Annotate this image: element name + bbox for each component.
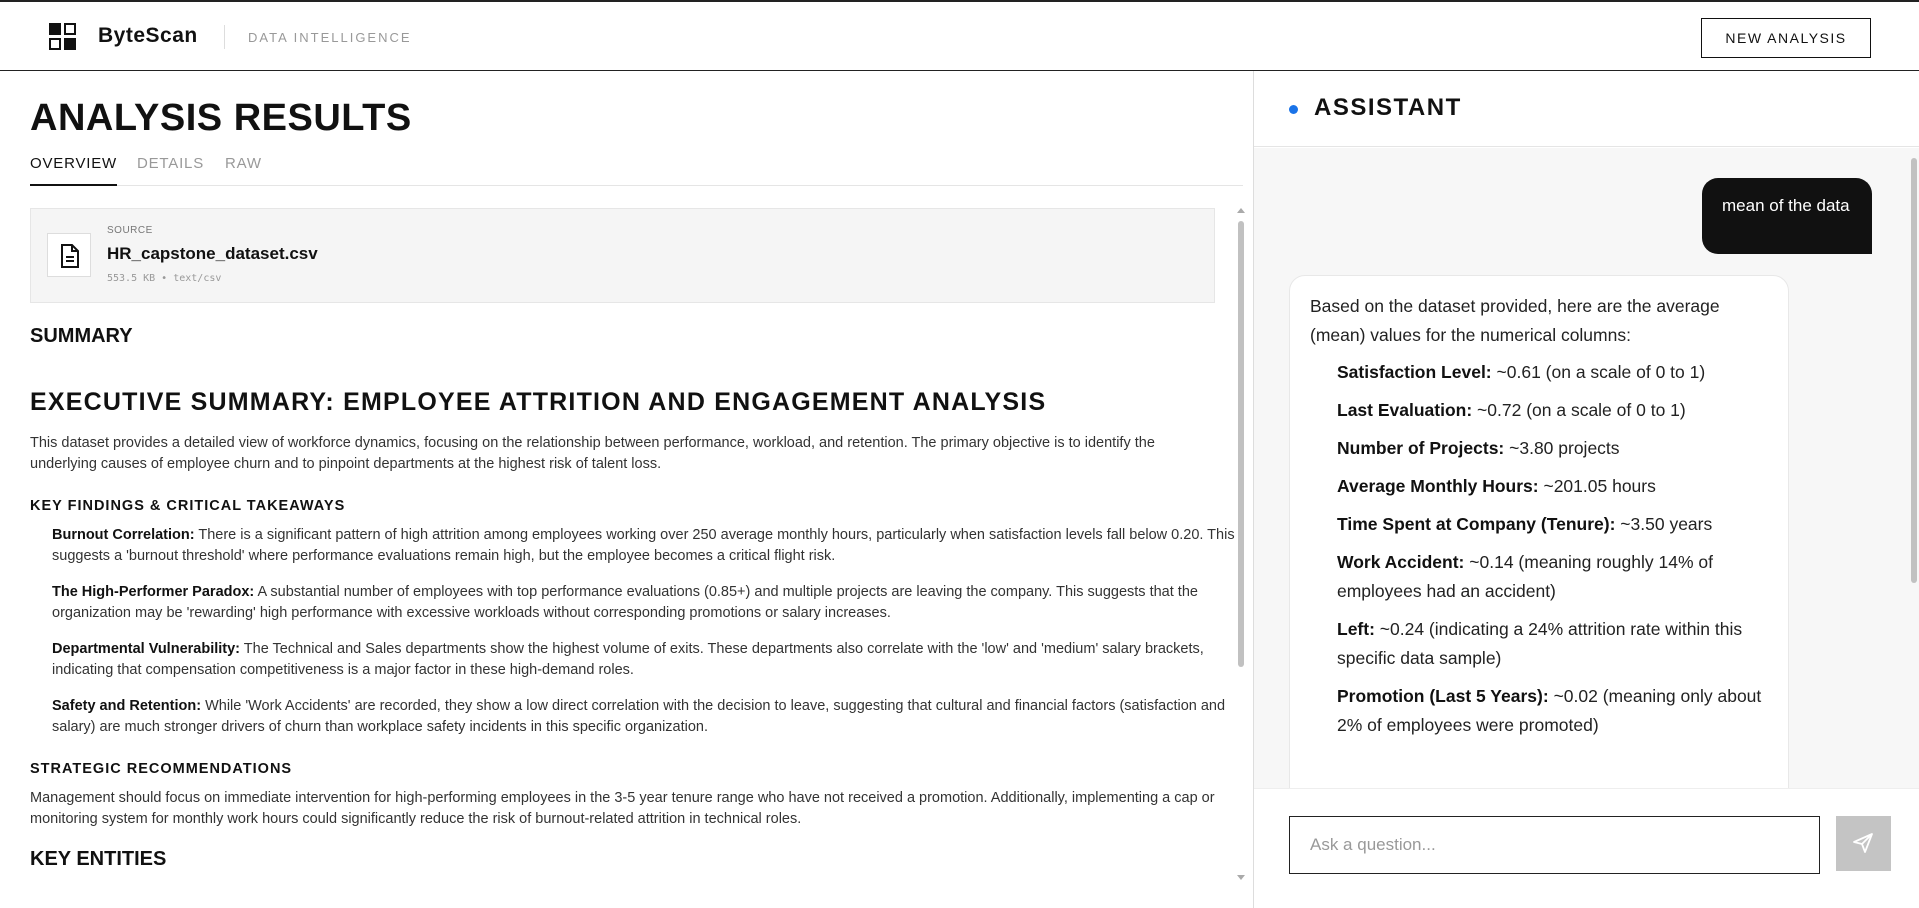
- page-title: ANALYSIS RESULTS: [30, 97, 412, 139]
- strategic-recommendations-heading: STRATEGIC RECOMMENDATIONS: [30, 761, 293, 777]
- item-label: Time Spent at Company (Tenure):: [1337, 514, 1616, 534]
- item-label: Satisfaction Level:: [1337, 362, 1492, 382]
- finding-title: Departmental Vulnerability:: [52, 641, 241, 657]
- brand-tagline: DATA INTELLIGENCE: [248, 30, 412, 45]
- finding-text: While 'Work Accidents' are recorded, they show a low direct correlation with the decision to leave, suggesting that cultural and financial factors (satisfaction and salary) are much stronger drivers of churn than workplace safety incidents in this specific organization.: [52, 698, 1226, 735]
- item-label: Number of Projects:: [1337, 438, 1505, 458]
- ask-question-input[interactable]: [1289, 816, 1820, 874]
- bytescan-logo-icon: [49, 23, 77, 51]
- assistant-title: ASSISTANT: [1314, 94, 1462, 121]
- tab-raw[interactable]: RAW: [225, 155, 262, 172]
- finding-title: Burnout Correlation:: [52, 527, 195, 543]
- intro-paragraph: This dataset provides a detailed view of workforce dynamics, focusing on the relationship between performance, workload, and retention. The primary objective is to identify the underlying causes of employee churn and to pinpoint departments at the highest risk of talent loss.: [30, 435, 1155, 472]
- chat-input-row: [1254, 788, 1919, 908]
- tab-details[interactable]: DETAILS: [137, 155, 205, 172]
- finding-item: [52, 582, 1242, 624]
- send-icon: [1852, 832, 1874, 854]
- assistant-panel: [1254, 71, 1919, 908]
- list-item: [1337, 548, 1768, 606]
- list-item: [1337, 396, 1768, 425]
- chat-thread[interactable]: [1254, 148, 1919, 788]
- status-dot-icon: [1289, 105, 1298, 114]
- summary-heading: SUMMARY: [30, 325, 133, 347]
- list-item: [1337, 358, 1768, 387]
- item-value: ~0.14 (meaning roughly 14% of employees had an accident): [1337, 552, 1713, 601]
- finding-item: [52, 639, 1242, 681]
- source-meta: 553.5 KB • text/csv: [107, 273, 222, 284]
- document-icon: [47, 233, 91, 277]
- chat-scrollbar-thumb[interactable]: [1911, 158, 1917, 583]
- send-button[interactable]: [1836, 816, 1891, 871]
- finding-text: A substantial number of employees with top performance evaluations (0.85+) and multiple projects are leaving the company. This suggests that the organization may be 'rewarding' high performance with excessive workloads without corresponding promotions or salary increases.: [52, 584, 1198, 621]
- results-scrollbar[interactable]: [1236, 208, 1246, 880]
- top-header: [0, 0, 1919, 71]
- list-item: [1337, 434, 1768, 463]
- item-label: Promotion (Last 5 Years):: [1337, 686, 1549, 706]
- list-item: [1337, 510, 1768, 539]
- results-content[interactable]: [30, 208, 1235, 908]
- item-value: ~3.80 projects: [1509, 438, 1620, 458]
- list-item: [1337, 472, 1768, 501]
- item-value: ~0.72 (on a scale of 0 to 1): [1477, 400, 1686, 420]
- mean-values-list: [1310, 358, 1768, 740]
- source-filename: HR_capstone_dataset.csv: [107, 244, 318, 263]
- finding-text: There is a significant pattern of high attrition among employees working over 250 average monthly hours, particularly when satisfaction levels fall below 0.20. This suggests a 'burnout threshold' where performance evaluations remain high, but the employee becomes a critical flight risk.: [52, 527, 1235, 564]
- item-value: ~3.50 years: [1620, 514, 1713, 534]
- finding-text: The Technical and Sales departments show the highest volume of exits. These departments also correlate with the 'low' and 'medium' salary brackets, indicating that compensation competitiveness is a major factor in these high-demand roles.: [52, 641, 1204, 678]
- finding-item: [52, 525, 1242, 567]
- assistant-intro: Based on the dataset provided, here are the average (mean) values for the numerical columns:: [1310, 296, 1720, 345]
- finding-title: The High-Performer Paradox:: [52, 584, 255, 600]
- item-value: ~201.05 hours: [1543, 476, 1656, 496]
- list-item: [1337, 615, 1768, 673]
- user-message: mean of the data: [1702, 178, 1872, 254]
- list-item: [1337, 682, 1768, 740]
- assistant-message: [1289, 275, 1789, 788]
- item-value: ~0.02 (meaning only about 2% of employees were promoted): [1337, 686, 1762, 735]
- item-label: Last Evaluation:: [1337, 400, 1473, 420]
- key-entities-heading: KEY ENTITIES: [30, 848, 167, 870]
- new-analysis-button[interactable]: NEW ANALYSIS: [1701, 18, 1871, 58]
- executive-summary-heading: EXECUTIVE SUMMARY: EMPLOYEE ATTRITION AND ENGAGEMENT ANALYSIS: [30, 388, 1047, 416]
- assistant-header: [1254, 71, 1919, 147]
- item-label: Left:: [1337, 619, 1375, 639]
- source-file-card: [30, 208, 1215, 303]
- item-value: ~0.61 (on a scale of 0 to 1): [1496, 362, 1706, 382]
- scroll-down-icon[interactable]: [1237, 875, 1245, 880]
- brand-name: ByteScan: [98, 24, 198, 47]
- finding-item: [52, 696, 1242, 738]
- strategic-paragraph: Management should focus on immediate intervention for high-performing employees in the 3-5 year tenure range who have not received a promotion. Additionally, implementing a cap or monitoring system for monthly work hours could significantly reduce the risk of burnout-related attrition in technical roles.: [30, 790, 1215, 827]
- scroll-up-icon[interactable]: [1237, 208, 1245, 213]
- finding-title: Safety and Retention:: [52, 698, 202, 714]
- item-value: ~0.24 (indicating a 24% attrition rate within this specific data sample): [1337, 619, 1743, 668]
- item-label: Average Monthly Hours:: [1337, 476, 1539, 496]
- header-divider: [224, 25, 225, 49]
- key-findings-heading: KEY FINDINGS & CRITICAL TAKEAWAYS: [30, 498, 346, 514]
- source-label: SOURCE: [107, 225, 153, 236]
- tab-overview[interactable]: OVERVIEW: [30, 155, 117, 186]
- item-label: Work Accident:: [1337, 552, 1465, 572]
- analysis-panel: [0, 71, 1253, 908]
- chat-scrollbar[interactable]: [1909, 148, 1919, 788]
- results-tabs: [30, 155, 1243, 186]
- scrollbar-thumb[interactable]: [1238, 221, 1244, 667]
